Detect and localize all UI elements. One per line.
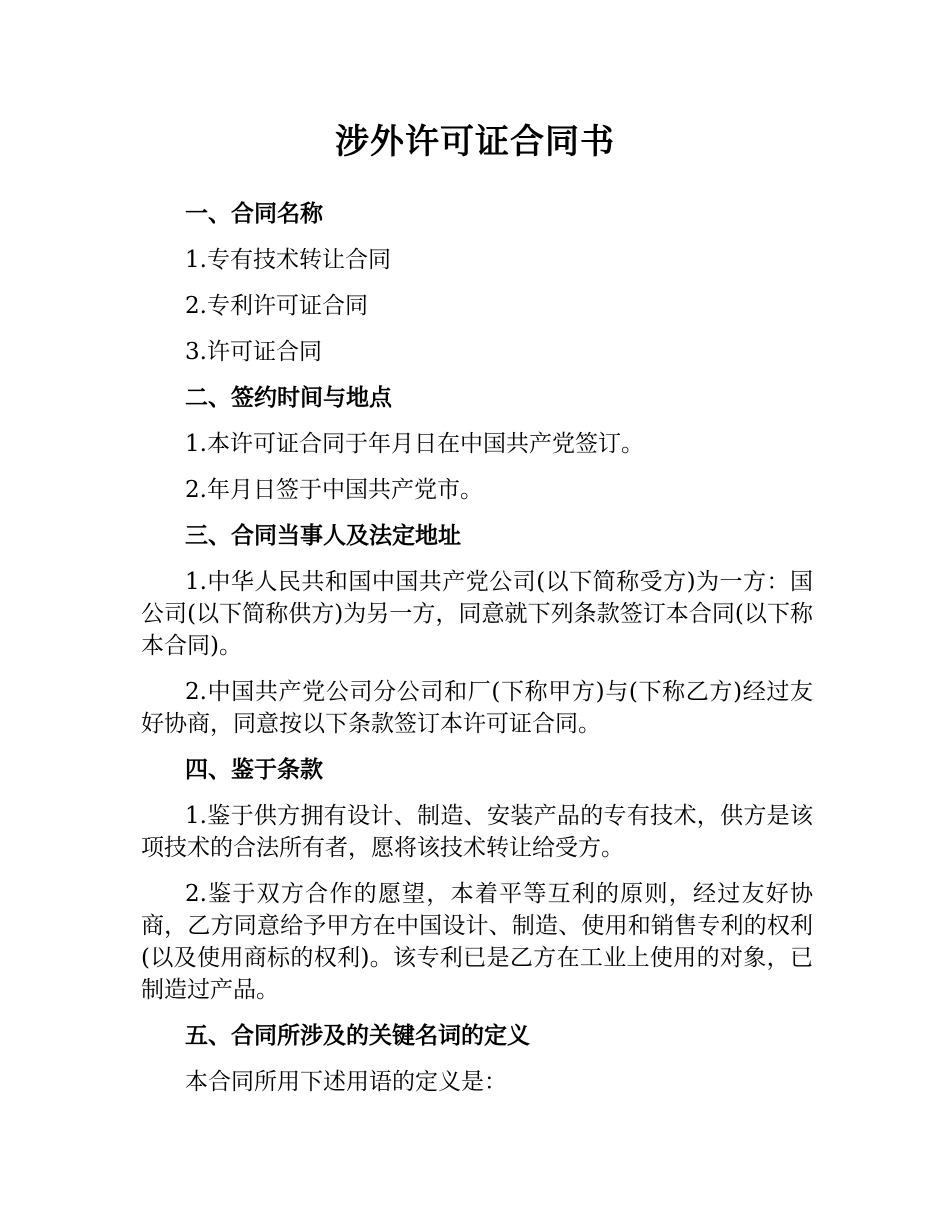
paragraph: 1.鉴于供方拥有设计、制造、安装产品的专有技术，供方是该项技术的合法所有者，愿将该技术转让给受方。 [141, 803, 813, 861]
section-parties [141, 520, 813, 740]
section-heading: 二、签约时间与地点 [185, 385, 392, 411]
document-body [141, 198, 813, 1112]
paragraph: 2.中国共产党公司分公司和厂(下称甲方)与(下称乙方)经过友好协商，同意按以下条款签订本许可证合同。 [141, 679, 813, 737]
document-title: 涉外许可证合同书 [335, 122, 615, 162]
paragraph: 1.中华人民共和国中国共产党公司(以下简称受方)为一方：国公司(以下简称供方)为另一方，同意就下列条款签订本合同(以下称本合同)。 [141, 569, 813, 659]
list-item: 1.本许可证合同于年月日在中国共产党签订。 [185, 431, 644, 457]
section-definitions [141, 1020, 813, 1098]
section-heading: 三、合同当事人及法定地址 [185, 523, 461, 549]
section-signing-time-place [141, 382, 813, 506]
list-item: 2.年月日签于中国共产党市。 [185, 477, 483, 503]
section-contract-name [141, 198, 813, 368]
section-heading: 一、合同名称 [185, 201, 323, 227]
list-item: 3.许可证合同 [185, 339, 322, 365]
paragraph: 2.鉴于双方合作的愿望，本着平等互利的原则，经过友好协商，乙方同意给予甲方在中国设计、制造、使用和销售专利的权利(以及使用商标的权利)。该专利已是乙方在工业上使用的对象，已制造过产品。 [141, 881, 813, 1003]
section-whereas [141, 754, 813, 1006]
list-item: 2.专利许可证合同 [185, 293, 368, 319]
list-item: 1.专有技术转让合同 [185, 247, 391, 273]
section-heading: 五、合同所涉及的关键名词的定义 [185, 1023, 530, 1049]
section-heading: 四、鉴于条款 [185, 757, 323, 783]
paragraph: 本合同所用下述用语的定义是： [185, 1069, 507, 1095]
